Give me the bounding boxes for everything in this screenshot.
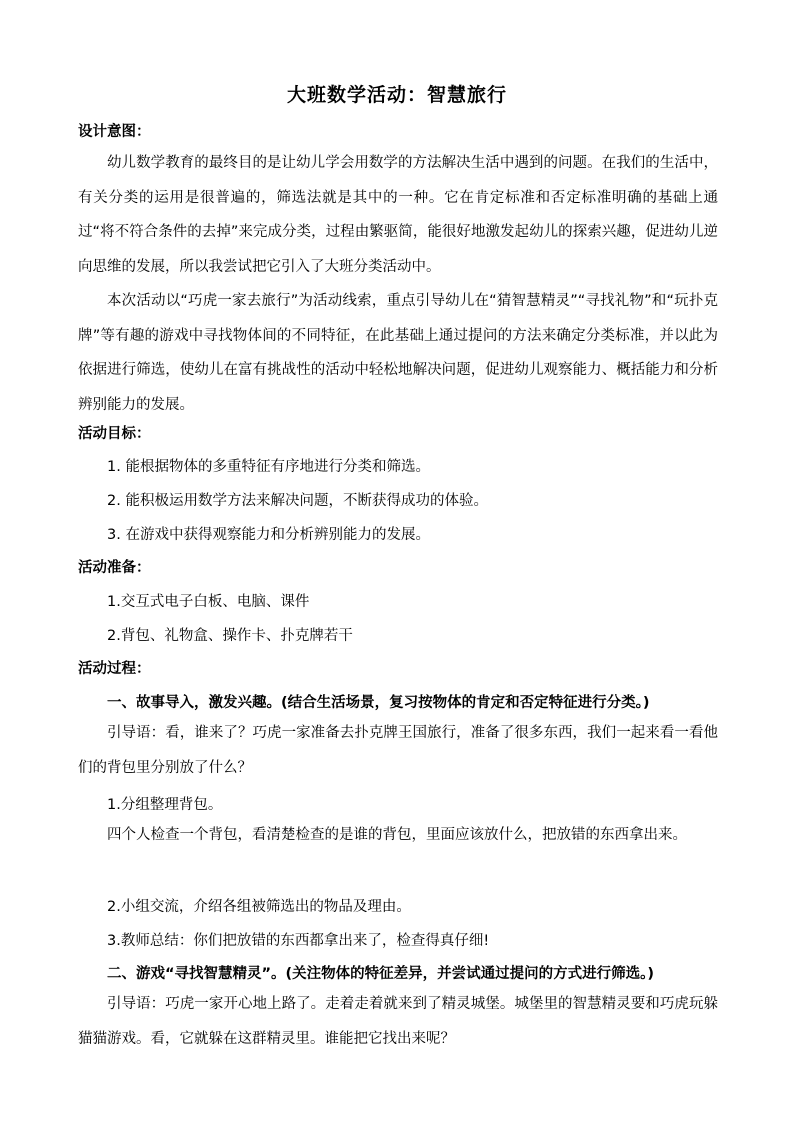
goals-heading: 活动目标：: [78, 426, 151, 442]
preparation-heading: 活动准备：: [78, 560, 151, 576]
section-2-intro: 引导语：巧虎一家开心地上路了。走着走着就来到了精灵城堡。城堡里的智慧精灵要和巧虎玩躲猫猫游戏。看，它就躲在这群精灵里。谁能把它找出来呢？: [78, 996, 718, 1047]
section-1-step-1-description: 四个人检查一个背包，看清楚检查的是谁的背包，里面应该放什么，把放错的东西拿出来。: [107, 827, 687, 843]
section-1-title: 一、故事导入，激发兴趣。(结合生活场景，复习按物体的肯定和否定特征进行分类。): [107, 695, 650, 711]
goal-item-1: 1. 能根据物体的多重特征有序地进行分类和筛选。: [107, 459, 430, 475]
design-intent-paragraph-2: 本次活动以“巧虎一家去旅行”为活动线索，重点引导幼儿在“猜智慧精灵”“寻找礼物”和“玩扑克牌”等有趣的游戏中寻找物体间的不同特征，在此基础上通过提问的方法来确定分类标准，并以此为依据进行筛选，使幼儿在富有挑战性的活动中轻松地解决问题，促进幼儿观察能力、概括能力和分析辨别能力的发展。: [78, 293, 718, 413]
design-intent-heading: 设计意图：: [78, 124, 151, 140]
design-intent-paragraph-1: 幼儿数学教育的最终目的是让幼儿学会用数学的方法解决生活中遇到的问题。在我们的生活中，有关分类的运用是很普遍的，筛选法就是其中的一种。它在肯定标准和否定标准明确的基础上通过“将不符合条件的去掉”来完成分类，过程由繁驱简，能很好地激发起幼儿的探索兴趣，促进幼儿逆向思维的发展，所以我尝试把它引入了大班分类活动中。: [78, 155, 718, 275]
preparation-item-1: 1.交互式电子白板、电脑、课件: [107, 594, 310, 610]
section-1-intro: 引导语：看，谁来了？巧虎一家准备去扑克牌王国旅行，准备了很多东西，我们一起来看一看他们的背包里分别放了什么？: [78, 725, 718, 776]
goal-item-3: 3. 在游戏中获得观察能力和分析辨别能力的发展。: [107, 527, 430, 543]
preparation-item-2: 2.背包、礼物盒、操作卡、扑克牌若干: [107, 628, 353, 644]
section-2-title: 二、游戏“寻找智慧精灵”。(关注物体的特征差异，并尝试通过提问的方式进行筛选。): [107, 966, 655, 982]
section-1-step-3: 3.教师总结：你们把放错的东西都拿出来了，检查得真仔细!: [107, 933, 490, 949]
goal-item-2: 2. 能积极运用数学方法来解决问题，不断获得成功的体验。: [107, 493, 488, 509]
document-title: 大班数学活动：智慧旅行: [286, 84, 507, 106]
section-1-step-1: 1.分组整理背包。: [107, 797, 223, 813]
section-1-step-2: 2.小组交流，介绍各组被筛选出的物品及理由。: [107, 899, 411, 915]
process-heading: 活动过程：: [78, 661, 151, 677]
